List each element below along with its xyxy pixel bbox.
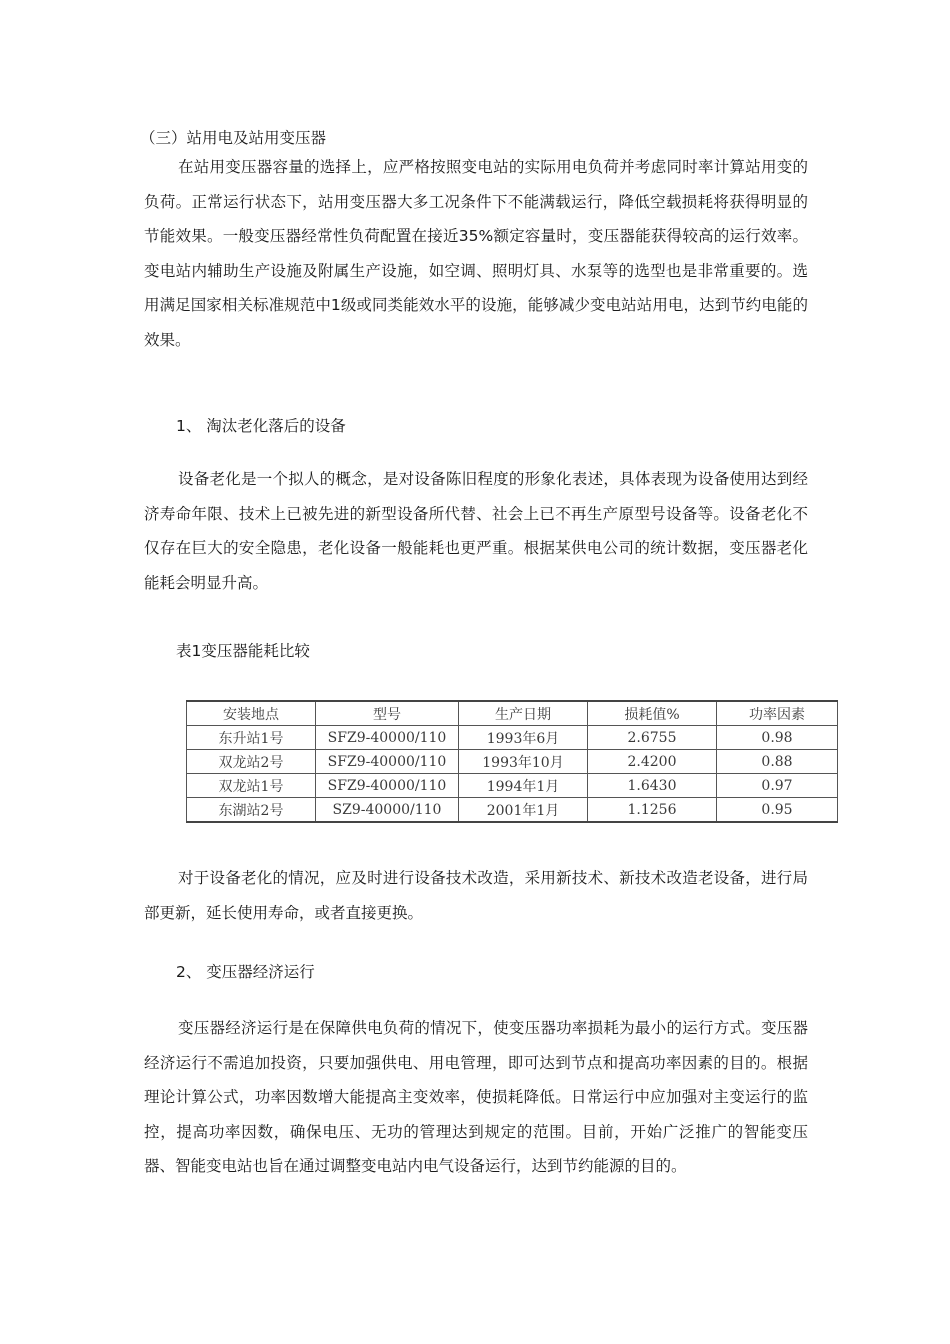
cell-power-factor: 0.88	[717, 750, 838, 774]
header-cell: 生产日期	[459, 701, 588, 726]
header-cell: 功率因素	[717, 701, 838, 726]
cell-location: 双龙站1号	[187, 774, 316, 798]
section-heading: （三）站用电及站用变压器	[140, 129, 327, 147]
subheading-economic-operation: 2、 变压器经济运行	[176, 963, 315, 981]
cell-location: 东湖站2号	[187, 798, 316, 823]
cell-date: 1994年1月	[459, 774, 588, 798]
cell-loss: 2.4200	[588, 750, 717, 774]
table-row	[187, 726, 838, 750]
subheading-obsolete-equipment: 1、 淘汰老化落后的设备	[176, 417, 346, 435]
table-caption: 表1变压器能耗比较	[176, 642, 310, 660]
cell-loss: 1.6430	[588, 774, 717, 798]
paragraph-equipment-aging: 设备老化是一个拟人的概念，是对设备陈旧程度的形象化表述，具体表现为设备使用达到经济寿命年限、技术上已被先进的新型设备所代替、社会上已不再生产原型号设备等。设备老化不仅存在巨大的安全隐患，老化设备一般能耗也更严重。根据某供电公司的统计数据，变压器老化能耗会明显升高。	[144, 470, 808, 592]
cell-power-factor: 0.98	[717, 726, 838, 750]
cell-location: 东升站1号	[187, 726, 316, 750]
table-header-row	[187, 701, 838, 726]
cell-loss: 1.1256	[588, 798, 717, 823]
header-cell: 型号	[316, 701, 459, 726]
energy-comparison-table	[186, 700, 838, 823]
cell-date: 1993年6月	[459, 726, 588, 750]
cell-model: SZ9-40000/110	[316, 798, 459, 823]
cell-date: 2001年1月	[459, 798, 588, 823]
cell-model: SFZ9-40000/110	[316, 774, 459, 798]
cell-loss: 2.6755	[588, 726, 717, 750]
cell-model: SFZ9-40000/110	[316, 750, 459, 774]
paragraph-economic-operation: 变压器经济运行是在保障供电负荷的情况下，使变压器功率损耗为最小的运行方式。变压器经济运行不需追加投资，只要加强供电、用电管理，即可达到节点和提高功率因素的目的。根据理论计算公式，功率因数增大能提高主变效率，使损耗降低。日常运行中应加强对主变运行的监控，提高功率因数，确保电压、无功的管理达到规定的范围。目前，开始广泛推广的智能变压器、智能变电站也旨在通过调整变电站内电气设备运行，达到节约能源的目的。	[144, 1019, 808, 1176]
table-row	[187, 774, 838, 798]
paragraph-station-power: 在站用变压器容量的选择上，应严格按照变电站的实际用电负荷并考虑同时率计算站用变的负荷。正常运行状态下，站用变压器大多工况条件下不能满载运行，降低空载损耗将获得明显的节能效果。一般变压器经常性负荷配置在接近35%额定容量时，变压器能获得较高的运行效率。变电站内辅助生产设施及附属生产设施，如空调、照明灯具、水泵等的选型也是非常重要的。选用满足国家相关标准规范中1级或同类能效水平的设施，能够减少变电站站用电，达到节约电能的效果。	[144, 158, 808, 349]
header-cell: 安装地点	[187, 701, 316, 726]
cell-date: 1993年10月	[459, 750, 588, 774]
paragraph-aging-remedy: 对于设备老化的情况，应及时进行设备技术改造，采用新技术、新技术改造老设备，进行局部更新，延长使用寿命，或者直接更换。	[144, 869, 808, 922]
table-row	[187, 798, 838, 823]
cell-model: SFZ9-40000/110	[316, 726, 459, 750]
cell-power-factor: 0.97	[717, 774, 838, 798]
cell-power-factor: 0.95	[717, 798, 838, 823]
cell-location: 双龙站2号	[187, 750, 316, 774]
table-row	[187, 750, 838, 774]
header-cell: 损耗值%	[588, 701, 717, 726]
